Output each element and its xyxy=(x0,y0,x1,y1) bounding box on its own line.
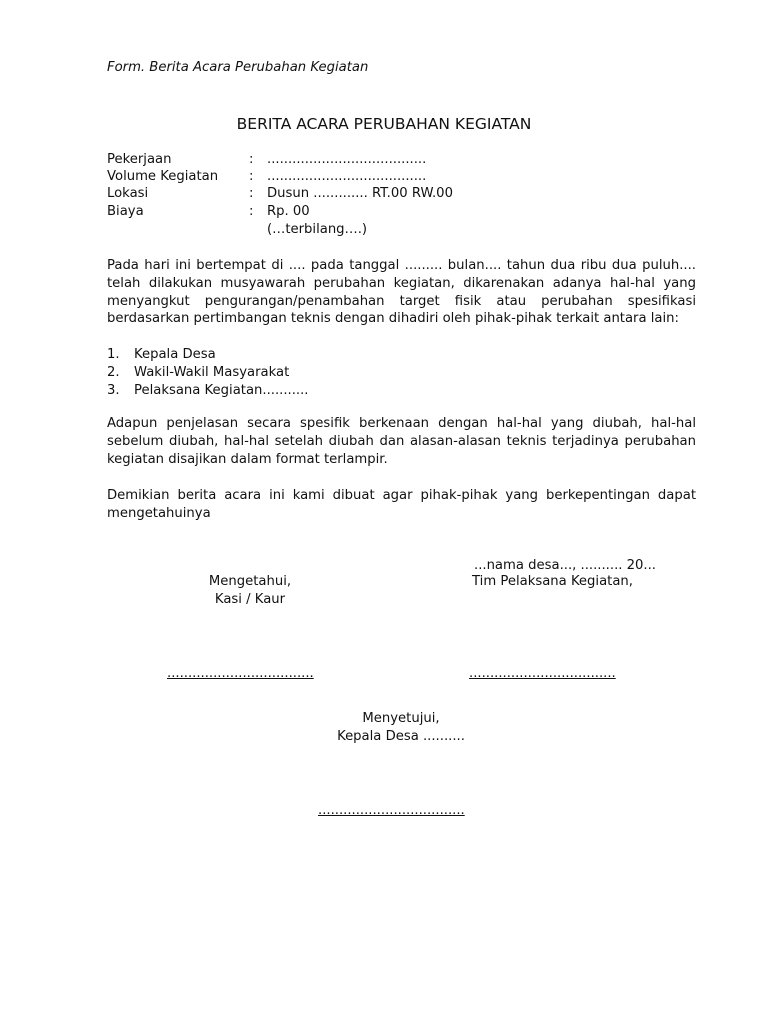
signature-left-name: ................................... xyxy=(167,666,314,681)
list-text: Kepala Desa xyxy=(134,347,216,362)
field-colon: : xyxy=(249,186,254,201)
list-text: Pelaksana Kegiatan........... xyxy=(134,382,309,398)
field-label: Lokasi xyxy=(107,186,149,201)
signature-approve-role: Menyetujui, xyxy=(362,711,440,726)
field-row-pekerjaan xyxy=(0,152,768,170)
signature-right-block xyxy=(430,573,675,591)
signature-right-name: ................................... xyxy=(469,666,616,681)
field-row-terbilang xyxy=(0,222,768,240)
field-value: ...................................... xyxy=(267,152,427,167)
field-label: Pekerjaan xyxy=(107,152,172,167)
list-number: 3. xyxy=(107,382,120,398)
field-colon: : xyxy=(249,204,254,219)
signature-right-role: Tim Pelaksana Kegiatan, xyxy=(472,574,633,589)
paragraph-explanation: Adapun penjelasan secara spesifik berkenaan dengan hal-hal yang diubah, hal-hal sebelum diubah, hal-hal setelah diubah dan alasan-alasan teknis terjadinya perubahan kegiatan disajikan dalam format terlampir. xyxy=(107,416,696,467)
signature-left-block xyxy=(150,573,350,609)
field-colon: : xyxy=(249,152,254,167)
signature-left-title: Kasi / Kaur xyxy=(214,591,286,607)
place-date: ...nama desa..., .......... 20... xyxy=(474,558,656,573)
document-title: BERITA ACARA PERUBAHAN KEGIATAN xyxy=(236,115,532,133)
field-colon: : xyxy=(249,169,254,184)
field-value: Rp. 00 xyxy=(267,204,310,219)
field-row-lokasi xyxy=(0,186,768,204)
signature-approve-title: Kepala Desa .......... xyxy=(337,728,465,744)
field-row-volume xyxy=(0,169,768,187)
list-text: Wakil-Wakil Masyarakat xyxy=(134,364,290,380)
paragraph-closing: Demikian berita acara ini kami dibuat agar pihak-pihak yang berkepentingan dapat mengetahuinya xyxy=(107,488,696,521)
field-label: Biaya xyxy=(107,204,144,219)
field-value: ...................................... xyxy=(267,169,427,184)
signature-approve-name: ................................... xyxy=(318,803,465,818)
form-label: Form. Berita Acara Perubahan Kegiatan xyxy=(107,60,369,75)
list-number: 2. xyxy=(107,364,120,380)
field-row-biaya xyxy=(0,204,768,222)
list-number: 1. xyxy=(107,347,120,362)
signature-approve-block xyxy=(276,710,526,746)
paragraph-opening: Pada hari ini bertempat di .... pada tanggal ......... bulan.... tahun dua ribu dua puluh.... telah dilakukan musyawarah perubahan kegiatan, dikarenakan adanya hal-hal yang menyangkut pengurangan/penambahan target fisik atau perubahan spesifikasi berdasarkan pertimbangan teknis dengan dihadiri oleh pihak-pihak terkait antara lain: xyxy=(107,258,696,327)
signature-left-role: Mengetahui, xyxy=(208,574,292,589)
field-label: Volume Kegiatan xyxy=(107,169,219,184)
biaya-terbilang: (…terbilang….) xyxy=(267,222,368,237)
field-value: Dusun ............. RT.00 RW.00 xyxy=(267,186,453,201)
